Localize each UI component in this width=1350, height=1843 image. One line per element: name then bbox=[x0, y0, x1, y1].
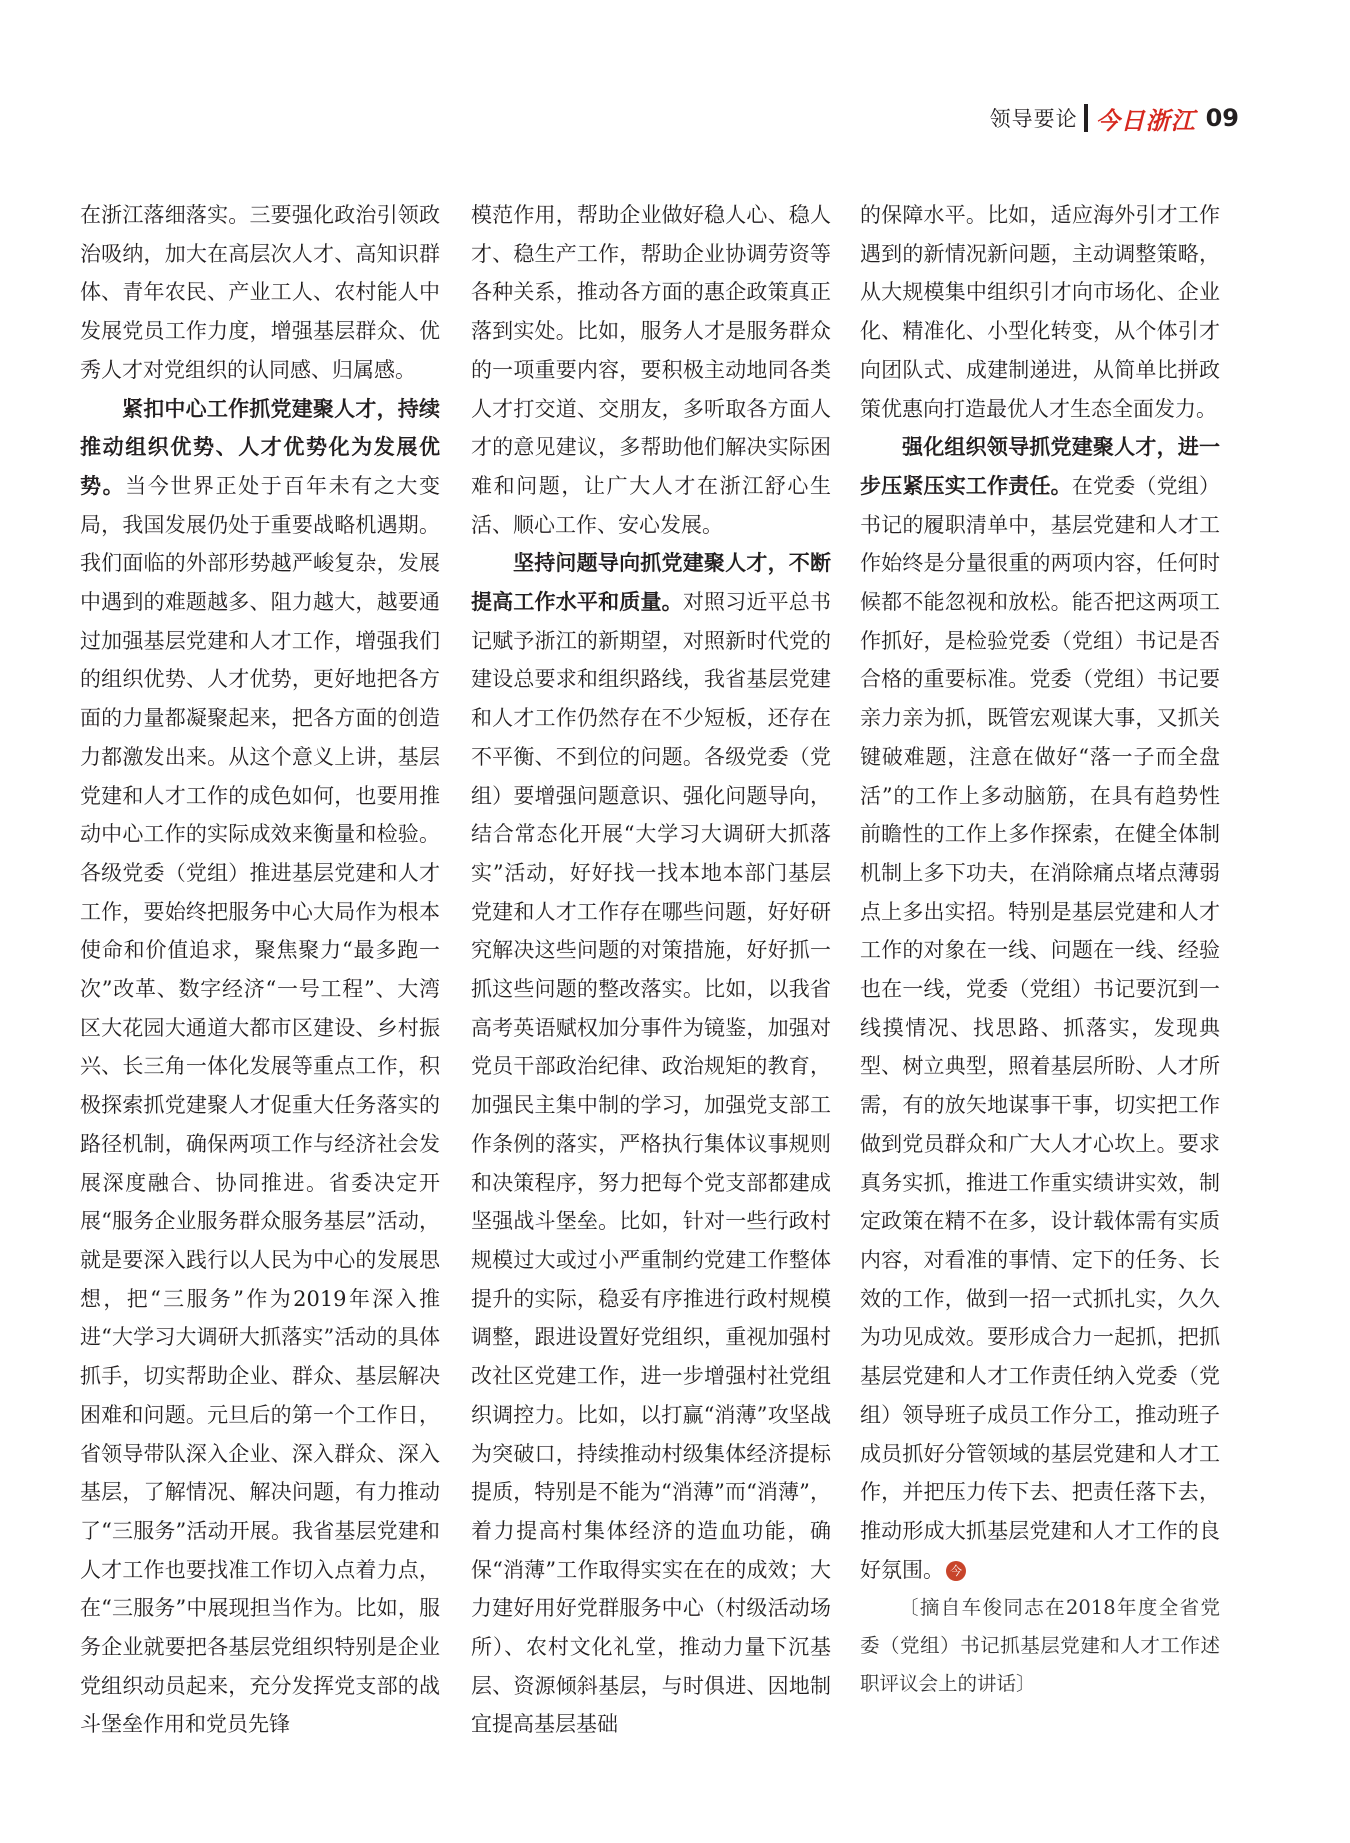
section-heading: 坚持问题导向抓党建聚人才，不断提高工作水平和质量。 bbox=[471, 551, 831, 615]
column-3 bbox=[860, 196, 1220, 1703]
paragraph: 模范作用，帮助企业做好稳人心、稳人才、稳生产工作，帮助企业协调劳资等各种关系，推动各方面的惠企政策真正落到实处。比如，服务人才是服务群众的一项重要内容，要积极主动地同各类人才打交道、交朋友，多听取各方面人才的意见建议，多帮助他们解决实际困难和问题，让广大人才在浙江舒心生活、顺心工作、安心发展。 bbox=[471, 203, 831, 537]
column-1 bbox=[80, 196, 440, 1744]
paragraph-text: 对照习近平总书记赋予浙江的新期望，对照新时代党的建设总要求和组织路线，我省基层党建和人才工作仍然存在不少短板，还存在不平衡、不到位的问题。各级党委（党组）要增强问题意识、强化问题导向，结合常态化开展“大学习大调研大抓落实”活动，好好找一找本地本部门基层党建和人才工作存在哪些问题，好好研究解决这些问题的对策措施，好好抓一抓这些问题的整改落实。比如，以我省高考英语赋权加分事件为镜鉴，加强对党员干部政治纪律、政治规矩的教育，加强民主集中制的学习，加强党支部工作条例的落实，严格执行集体议事规则和决策程序，努力把每个党支部都建成坚强战斗堡垒。比如，针对一些行政村规模过大或过小严重制约党建工作整体提升的实际，稳妥有序推进行政村规模调整，跟进设置好党组织，重视加强村改社区党建工作，进一步增强村社党组织调控力。比如，以打赢“消薄”攻坚战为突破口，持续推动村级集体经济提标提质，特别是不能为“消薄”而“消薄”，着力提高村集体经济的造血功能，确保“消薄”工作取得实实在在的成效；大力建好用好党群服务中心（村级活动场所）、农村文化礼堂，推动力量下沉基层、资源倾斜基层，与时俱进、因地制宜提高基层基础 bbox=[471, 590, 831, 1737]
paragraph bbox=[860, 428, 1220, 1589]
section-title: 领导要论 bbox=[989, 107, 1078, 131]
section-heading: 紧扣中心工作抓党建聚人才，持续推动组织优势、人才优势化为发展优势。 bbox=[80, 396, 440, 498]
end-mark-icon: 今 bbox=[946, 1561, 966, 1581]
paragraph: 的保障水平。比如，适应海外引才工作遇到的新情况新问题，主动调整策略，从大规模集中组织引才向市场化、企业化、精准化、小型化转变，从个体引才向团队式、成建制递进，从简单比拼政策优惠向打造最优人才生态全面发力。 bbox=[860, 203, 1220, 421]
page-number: 09 bbox=[1205, 104, 1239, 132]
paragraph: 在浙江落细落实。三要强化政治引领政治吸纳，加大在高层次人才、高知识群体、青年农民、产业工人、农村能人中发展党员工作力度，增强基层群众、优秀人才对党组织的认同感、归属感。 bbox=[80, 203, 440, 382]
paragraph-text: 当今世界正处于百年未有之大变局，我国发展仍处于重要战略机遇期。我们面临的外部形势越严峻复杂，发展中遇到的难题越多、阻力越大，越要通过加强基层党建和人才工作，增强我们的组织优势、人才优势，更好地把各方面的力量都凝聚起来，把各方面的创造力都激发出来。从这个意义上讲，基层党建和人才工作的成色如何，也要用推动中心工作的实际成效来衡量和检验。各级党委（党组）推进基层党建和人才工作，要始终把服务中心大局作为根本使命和价值追求，聚焦聚力“最多跑一次”改革、数字经济“一号工程”、大湾区大花园大通道大都市区建设、乡村振兴、长三角一体化发展等重点工作，积极探索抓党建聚人才促重大任务落实的路径机制，确保两项工作与经济社会发展深度融合、协同推进。省委决定开展“服务企业服务群众服务基层”活动，就是要深入践行以人民为中心的发展思想，把“三服务”作为2019年深入推进“大学习大调研大抓落实”活动的具体抓手，切实帮助企业、群众、基层解决困难和问题。元旦后的第一个工作日，省领导带队深入企业、深入群众、深入基层，了解情况、解决问题，有力推动了“三服务”活动开展。我省基层党建和人才工作也要找准工作切入点着力点，在“三服务”中展现担当作为。比如，服务企业就要把各基层党组织特别是企业党组织动员起来，充分发挥党支部的战斗堡垒作用和党员先锋 bbox=[80, 473, 441, 1737]
paragraph-text: 在党委（党组）书记的履职清单中，基层党建和人才工作始终是分量很重的两项内容，任何时候都不能忽视和放松。能否把这两项工作抓好，是检验党委（党组）书记是否合格的重要标准。党委（党组）书记要亲力亲为抓，既管宏观谋大事，又抓关键破难题，注意在做好“落一子而全盘活”的工作上多动脑筋，在具有趋势性前瞻性的工作上多作探索，在健全体制机制上多下功夫，在消除痛点堵点薄弱点上多出实招。特别是基层党建和人才工作的对象在一线、问题在一线、经验也在一线，党委（党组）书记要沉到一线摸情况、找思路、抓落实，发现典型、树立典型，照着基层所盼、人才所需，有的放矢地谋事干事，切实把工作做到党员群众和广大人才心坎上。要求真务实抓，推进工作重实绩讲实效，制定政策在精不在多，设计载体需有实质内容，对看准的事情、定下的任务、长效的工作，做到一招一式抓扎实，久久为功见成效。要形成合力一起抓，把抓基层党建和人才工作责任纳入党委（党组）领导班子成员工作分工，推动班子成员抓好分管领域的基层党建和人才工作，并把压力传下去、把责任落下去，推动形成大抓基层党建和人才工作的良好氛围。 bbox=[860, 473, 1220, 1582]
section-heading: 强化组织领导抓党建聚人才，进一步压紧压实工作责任。 bbox=[860, 435, 1220, 498]
magazine-logo: 今日浙江 bbox=[1095, 105, 1196, 135]
source-note: 〔摘自车俊同志在2018年度全省党委（党组）书记抓基层党建和人才工作述职评议会上的讲话〕 bbox=[860, 1596, 1220, 1696]
page-header bbox=[990, 101, 1239, 135]
column-2 bbox=[471, 196, 831, 1744]
header-divider bbox=[1084, 104, 1088, 132]
paragraph bbox=[471, 544, 831, 1744]
paragraph bbox=[80, 390, 440, 1745]
